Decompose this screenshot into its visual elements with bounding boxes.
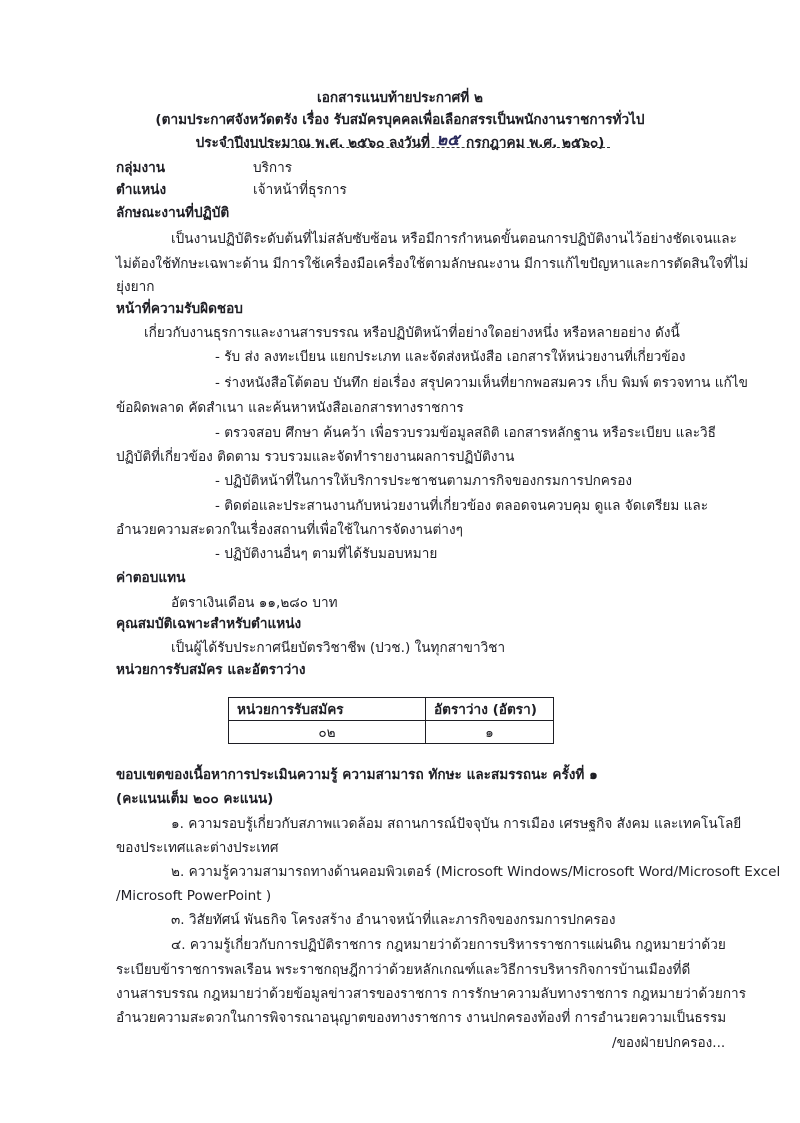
handwritten-date: ๒๕ — [436, 130, 460, 149]
duty-item: - ปฏิบัติงานอื่นๆ ตามที่ได้รับมอบหมาย — [215, 546, 438, 562]
doc-title: เอกสารแนบท้ายประกาศที่ ๒ — [317, 90, 483, 106]
doc-date-line — [0, 132, 800, 153]
table-cell: ๐๒ — [229, 721, 426, 744]
duties-heading: หน้าที่ความรับผิดชอบ — [116, 301, 243, 317]
nature-line: ไม่ต้องใช้ทักษะเฉพาะด้าน มีการใช้เครื่องมือเครื่องใช้ตามลักษณะงาน มีการแก้ไขปัญหาและการตัดสินใจที่ไม่ — [116, 256, 749, 272]
exam-line: ๒. ความรู้ความสามารถทางด้านคอมพิวเตอร์ (Microsoft Windows/Microsoft Word/Microsoft Excel — [171, 864, 781, 880]
column-header: หน่วยการรับสมัคร — [229, 698, 426, 721]
exam-line: ๑. ความรอบรู้เกี่ยวกับสภาพแวดล้อม สถานการณ์ปัจจุบัน การเมือง เศรษฐกิจ สังคม และเทคโนโลยี — [171, 816, 742, 832]
duty-item: อำนวยความสะดวกในเรื่องสถานที่เพื่อใช้ในการจัดงานต่างๆ — [116, 522, 463, 538]
doc-subtitle: (ตามประกาศจังหวัดตรัง เรื่อง รับสมัครบุคคลเพื่อเลือกสรรเป็นพนักงานราชการทั่วไป — [155, 112, 645, 128]
position-label: ตำแหน่ง — [116, 182, 167, 198]
group-label: กลุ่มงาน — [116, 160, 166, 176]
position-value: เจ้าหน้าที่ธุรการ — [253, 182, 347, 198]
qualification-heading: คุณสมบัติเฉพาะสำหรับตำแหน่ง — [116, 616, 302, 632]
compensation-value: อัตราเงินเดือน ๑๑,๒๘๐ บาท — [171, 595, 338, 611]
header-divider — [226, 147, 610, 148]
exam-line: ของประเทศและต่างประเทศ — [116, 840, 279, 856]
duty-item: ข้อผิดพลาด คัดสำเนา และค้นหาหนังสือเอกสารทางราชการ — [116, 400, 464, 416]
duty-item: - ปฏิบัติหน้าที่ในการให้บริการประชาชนตามภารกิจของกรมการปกครอง — [215, 473, 633, 489]
duty-item: - รับ ส่ง ลงทะเบียน แยกประเภท และจัดส่งหนังสือ เอกสารให้หน่วยงานที่เกี่ยวข้อง — [215, 349, 686, 365]
duty-item: - ตรวจสอบ ศึกษา ค้นคว้า เพื่อรวบรวมข้อมูลสถิติ เอกสารหลักฐาน หรือระเบียบ และวิธี — [215, 425, 716, 441]
exam-line: ๔. ความรู้เกี่ยวกับการปฏิบัติราชการ กฎหมายว่าด้วยการบริหารราชการแผ่นดิน กฎหมายว่าด้วย — [171, 937, 726, 953]
date-suffix: กรกฎาคม พ.ศ. ๒๕๖๐) — [466, 135, 605, 151]
nature-line: ยุ่งยาก — [116, 279, 155, 295]
exam-score: (คะแนนเต็ม ๒๐๐ คะแนน) — [116, 791, 274, 807]
date-prefix: ประจำปีงบประมาณ พ.ศ. ๒๕๖๐ ลงวันที่ — [195, 135, 430, 151]
exam-line: ๓. วิสัยทัศน์ พันธกิจ โครงสร้าง อำนาจหน้าที่และภารกิจของกรมการปกครอง — [171, 912, 616, 928]
exam-line: /Microsoft PowerPoint ) — [116, 888, 272, 904]
table-cell: ๑ — [426, 721, 554, 744]
group-value: บริการ — [253, 160, 293, 176]
duty-item: - ร่างหนังสือโต้ตอบ บันทึก ย่อเรื่อง สรุปความเห็นที่ยากพอสมควร เก็บ พิมพ์ ตรวจทาน แก้ไข — [215, 375, 748, 391]
column-header: อัตราว่าง (อัตรา) — [426, 698, 554, 721]
exam-heading: ขอบเขตของเนื้อหาการประเมินความรู้ ความสามารถ ทักษะ และสมรรถนะ ครั้งที่ ๑ — [116, 767, 598, 783]
exam-line: ระเบียบข้าราชการพลเรือน พระราชกฤษฎีกาว่าด้วยหลักเกณฑ์และวิธีการบริหารกิจการบ้านเมืองที่ดี — [116, 962, 691, 978]
qualification-value: เป็นผู้ได้รับประกาศนียบัตรวิชาชีพ (ปวช.) ในทุกสาขาวิชา — [171, 640, 506, 656]
exam-line: งานสารบรรณ กฎหมายว่าด้วยข้อมูลข่าวสารของราชการ การรักษาความลับทางราชการ กฎหมายว่าด้วยการ — [116, 986, 746, 1002]
nature-heading: ลักษณะงานที่ปฏิบัติ — [116, 205, 230, 221]
table-header-row — [229, 698, 554, 721]
units-table — [228, 697, 554, 744]
compensation-heading: ค่าตอบแทน — [116, 570, 186, 586]
duties-intro: เกี่ยวกับงานธุรการและงานสารบรรณ หรือปฏิบัติหน้าที่อย่างใดอย่างหนึ่ง หรือหลายอย่าง ดังนี้ — [144, 325, 680, 341]
table-row — [229, 721, 554, 744]
duty-item: - ติดต่อและประสานงานกับหน่วยงานที่เกี่ยวข้อง ตลอดจนควบคุม ดูแล จัดเตรียม และ — [215, 498, 708, 514]
duty-item: ปฏิบัติที่เกี่ยวข้อง ติดตาม รวบรวมและจัดทำรายงานผลการปฏิบัติงาน — [116, 449, 515, 465]
exam-line: อำนวยความสะดวกในการพิจารณาอนุญาตของทางราชการ งานปกครองท้องที่ การอำนวยความเป็นธรรม — [116, 1010, 727, 1026]
nature-line: เป็นงานปฏิบัติระดับต้นที่ไม่สลับซับซ้อน หรือมีการกำหนดขั้นตอนการปฏิบัติงานไว้อย่างชัดเจนและ — [171, 231, 737, 247]
units-heading: หน่วยการรับสมัคร และอัตราว่าง — [116, 662, 306, 678]
continued-marker: /ของฝ่ายปกครอง... — [612, 1035, 726, 1051]
